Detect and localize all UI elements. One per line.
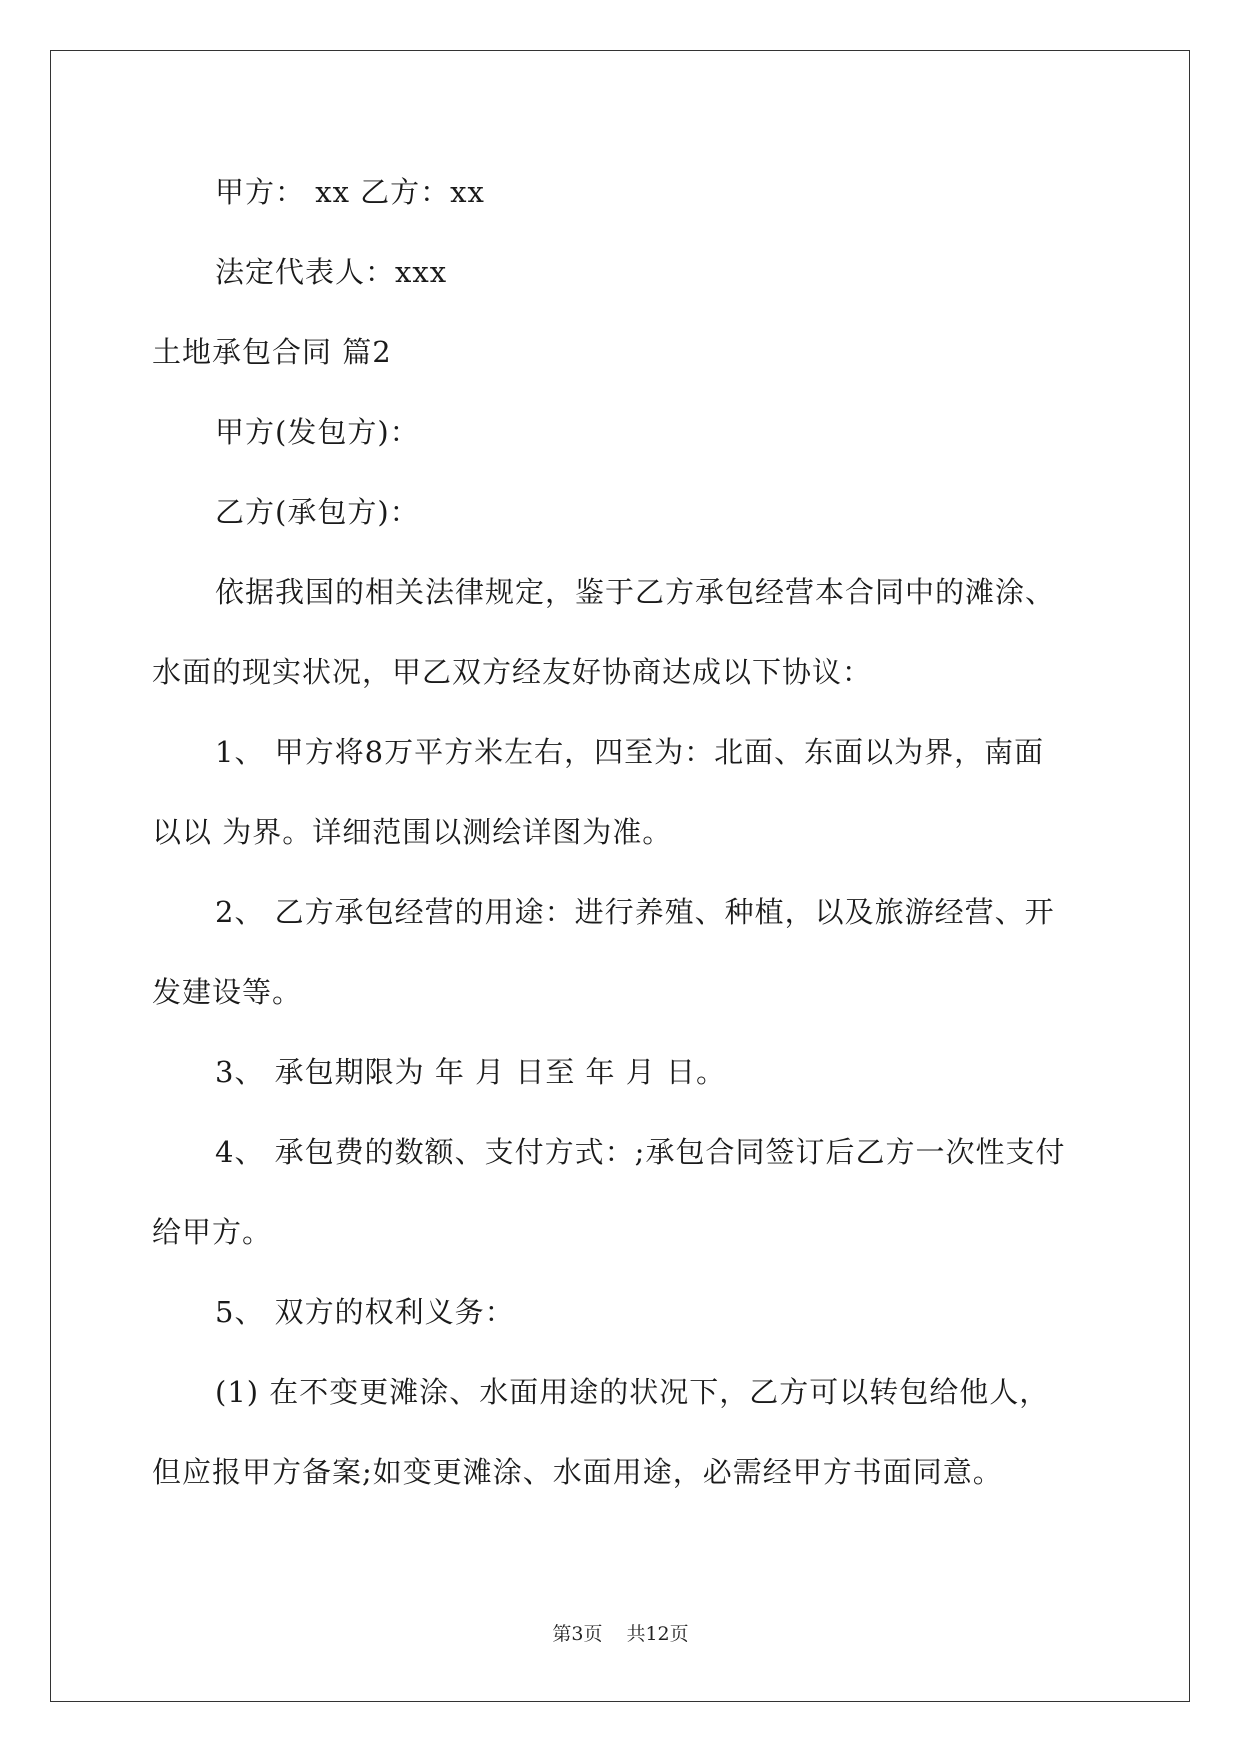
intro-paragraph-line-2: 水面的现实状况，甲乙双方经友好协商达成以下协议： [152, 655, 873, 689]
party-a-b-line: 甲方： xx 乙方：xx [215, 175, 485, 209]
clause-4-line-1: 4、 承包费的数额、支付方式：;承包合同签订后乙方一次性支付 [215, 1135, 1066, 1169]
intro-paragraph-line-1: 依据我国的相关法律规定，鉴于乙方承包经营本合同中的滩涂、 [215, 575, 1056, 609]
clause-5-line-1: 5、 双方的权利义务： [215, 1295, 515, 1329]
party-b-contractee-line: 乙方(承包方)： [215, 495, 420, 529]
clause-3-line-1: 3、 承包期限为 年 月 日至 年 月 日。 [215, 1055, 726, 1089]
clause-1-line-1: 1、 甲方将8万平方米左右，四至为：北面、东面以为界，南面 [215, 735, 1045, 769]
clause-5-1-line-2: 但应报甲方备案;如变更滩涂、水面用途，必需经甲方书面同意。 [152, 1455, 1003, 1489]
section-heading: 土地承包合同 篇2 [152, 335, 392, 369]
page-number: 第3页 [552, 1623, 603, 1645]
page-total: 共12页 [626, 1623, 689, 1645]
party-a-contractor-line: 甲方(发包方)： [215, 415, 420, 449]
clause-4-line-2: 给甲方。 [152, 1215, 273, 1249]
clause-5-1-line-1: (1) 在不变更滩涂、水面用途的状况下，乙方可以转包给他人， [215, 1375, 1050, 1409]
clause-1-line-2: 以以 为界。详细范围以测绘详图为准。 [152, 815, 673, 849]
page-footer [0, 1622, 1241, 1646]
clause-2-line-1: 2、 乙方承包经营的用途：进行养殖、种植，以及旅游经营、开 [215, 895, 1055, 929]
clause-2-line-2: 发建设等。 [152, 975, 303, 1009]
legal-representative-line: 法定代表人：xxx [215, 255, 448, 289]
